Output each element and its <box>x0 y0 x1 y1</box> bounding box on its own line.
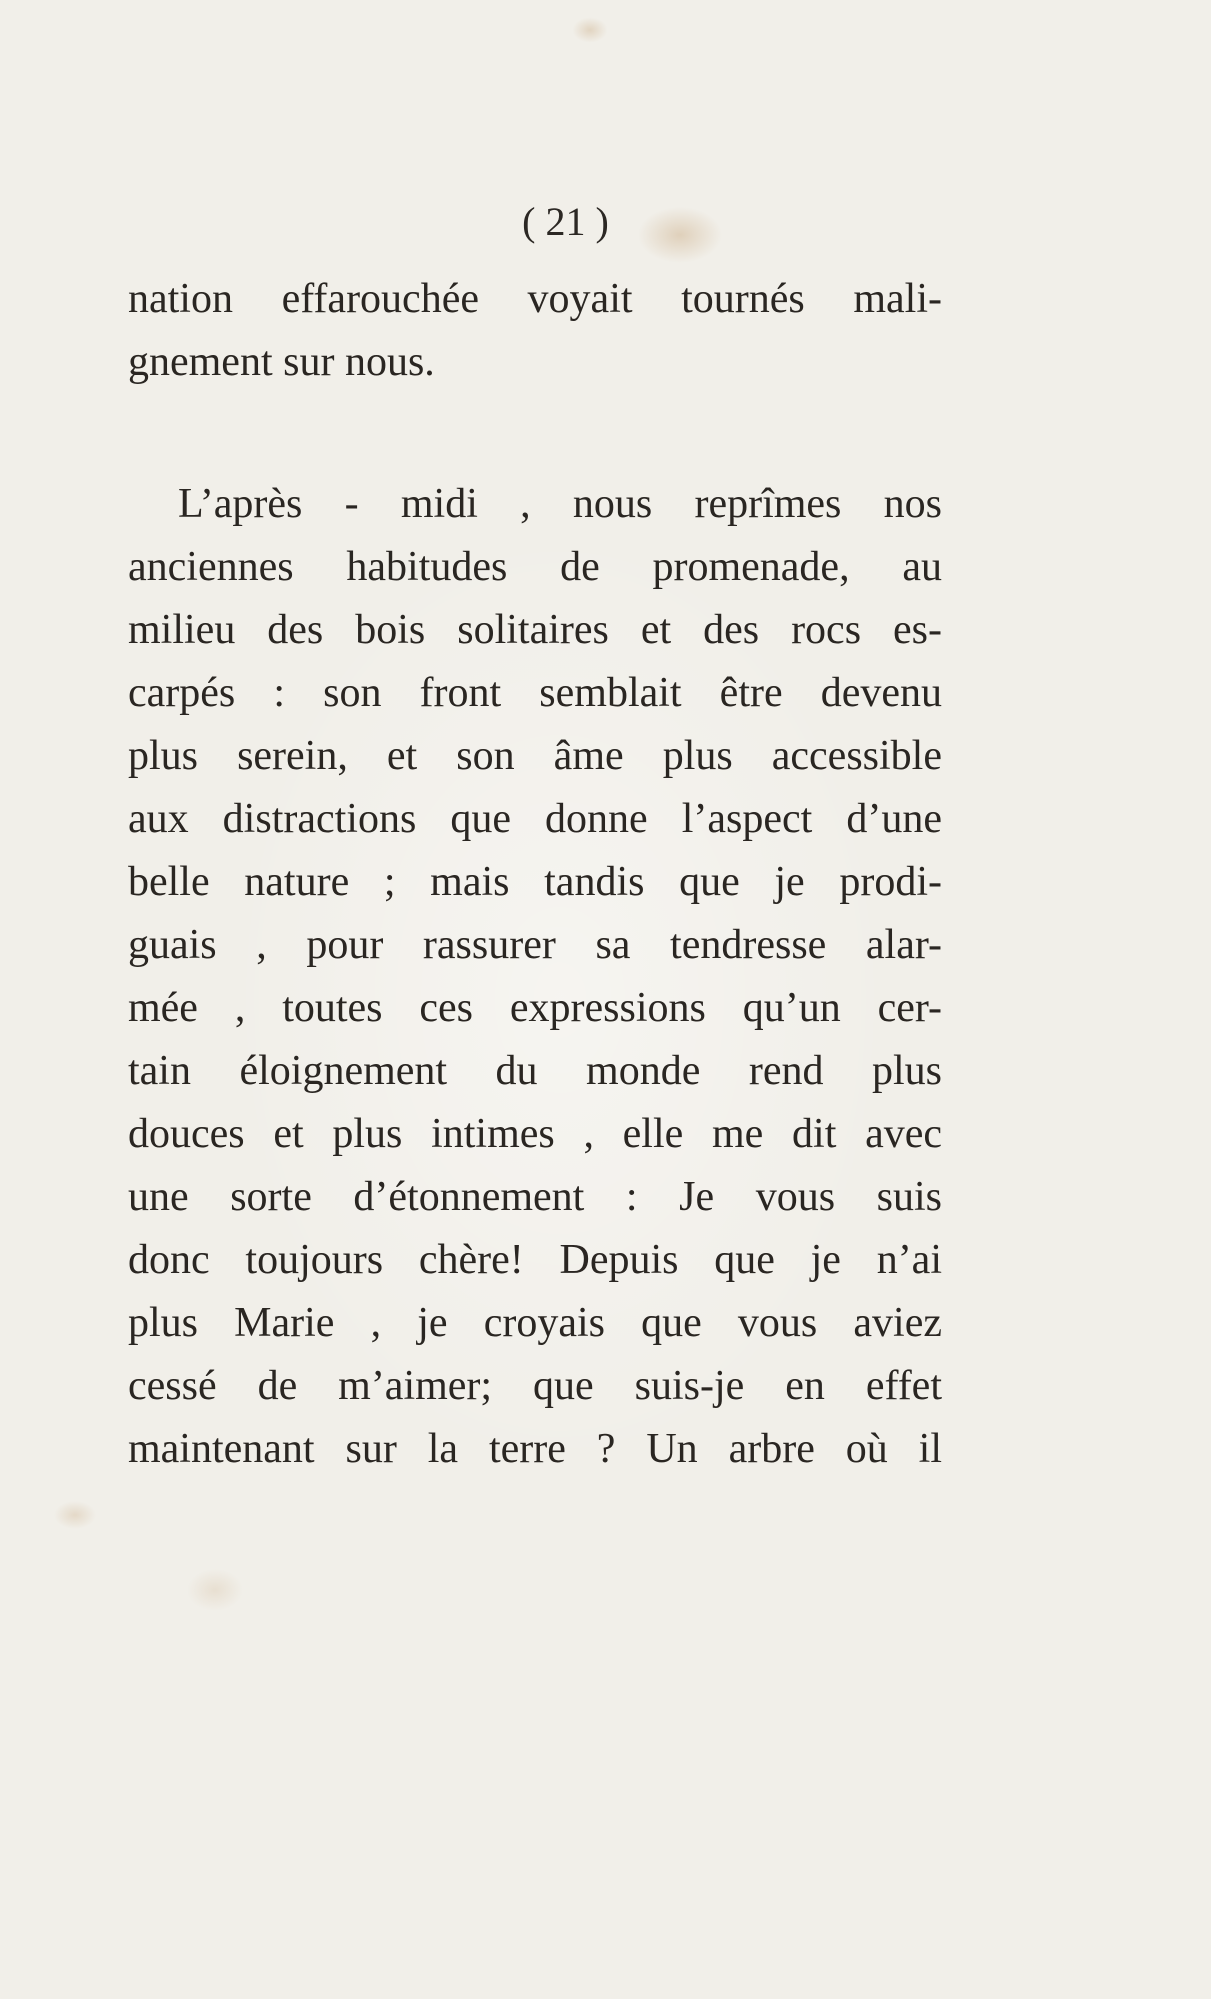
body-text <box>128 268 942 1481</box>
text-line: belle nature ; mais tandis que je prodi- <box>128 859 942 905</box>
text-line: nation effarouchée voyait tournés mali- <box>128 276 942 322</box>
text-line: douces et plus intimes , elle me dit avec <box>128 1111 942 1157</box>
text-line: gnement sur nous. <box>128 339 435 385</box>
text-line: mée , toutes ces expressions qu’un cer- <box>128 985 942 1031</box>
text-line: plus Marie , je croyais que vous aviez <box>128 1300 942 1346</box>
text-line: guais , pour rassurer sa tendresse alar- <box>128 922 942 968</box>
text-line: carpés : son front semblait être devenu <box>128 670 942 716</box>
text-line: donc toujours chère! Depuis que je n’ai <box>128 1237 942 1283</box>
text-line: cessé de m’aimer; que suis-je en effet <box>128 1363 942 1409</box>
paragraph-1 <box>128 268 942 394</box>
text-line: maintenant sur la terre ? Un arbre où il <box>128 1426 942 1472</box>
text-line: tain éloignement du monde rend plus <box>128 1048 942 1094</box>
text-line: aux distractions que donne l’aspect d’une <box>128 796 942 842</box>
paragraph-2 <box>128 473 942 1481</box>
paragraph-gap <box>128 394 942 473</box>
text-line: une sorte d’étonnement : Je vous suis <box>128 1174 942 1220</box>
text-line: milieu des bois solitaires et des rocs es- <box>128 607 942 653</box>
page-number: ( 21 ) <box>522 199 609 244</box>
text-line: anciennes habitudes de promenade, au <box>128 544 942 590</box>
text-line: L’après - midi , nous reprîmes nos <box>178 481 942 527</box>
text-line: plus serein, et son âme plus accessible <box>128 733 942 779</box>
